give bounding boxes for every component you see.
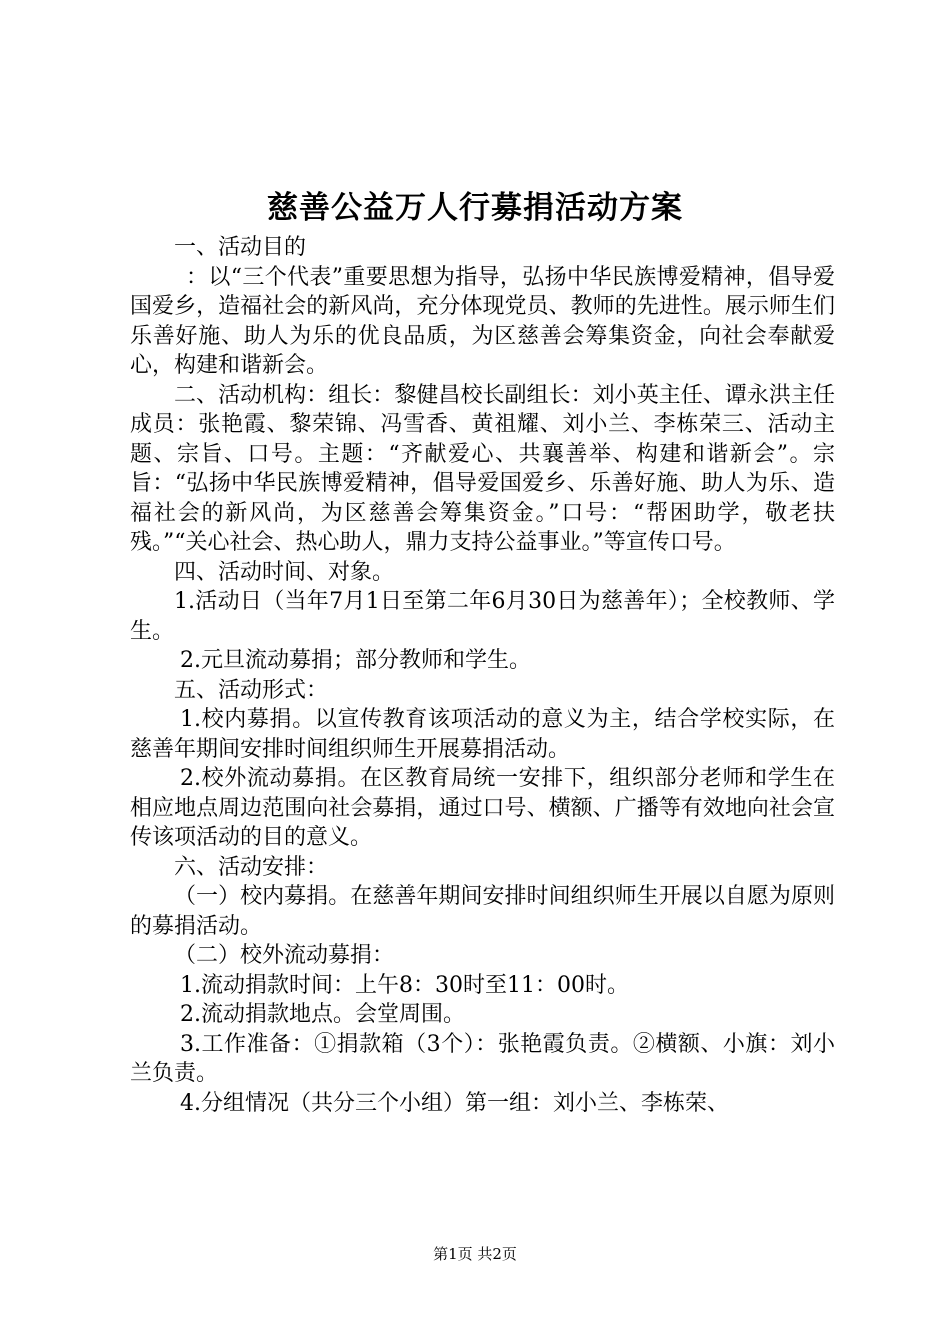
paragraph-section-4-heading: 四、活动时间、对象。 xyxy=(174,559,395,585)
page-footer: 第1页 共2页 xyxy=(433,1245,517,1263)
paragraph-time-2: 2.元旦流动募捐；部分教师和学生。 xyxy=(180,648,531,673)
paragraph-section-6-heading: 六、活动安排： xyxy=(174,854,329,880)
paragraph-section-5-heading: 五、活动形式： xyxy=(174,677,329,703)
paragraph-section-1-heading: 一、活动目的 xyxy=(174,235,307,260)
paragraph-purpose: ：以“三个代表”重要思想为指导，弘扬中华民族博爱精神，倡导爱国爱乡，造福社会的新风尚，充分体现党员、教师的先进性。展示师生们乐善好施、助人为乐的优良品质，为区慈善会筹集资金，向社会奉献爱心，构建和谐新会。 xyxy=(130,264,835,378)
document-title: 慈善公益万人行募捐活动方案 xyxy=(267,190,683,226)
paragraph-arrangement-2: （二）校外流动募捐： xyxy=(174,943,395,968)
paragraph-preparation: 3.工作准备：①捐款箱（3个）：张艳霞负责。②横额、小旗：刘小兰负责。 xyxy=(130,1031,835,1086)
paragraph-donation-time: 1.流动捐款时间：上午8：30时至11：00时。 xyxy=(180,972,629,998)
paragraph-form-2: 2.校外流动募捐。在区教育局统一安排下，组织部分老师和学生在相应地点周边范围向社会募捐，通过口号、横额、广播等有效地向社会宣传该项活动的目的意义。 xyxy=(130,766,835,850)
paragraph-organization: 二、活动机构：组长：黎健昌校长副组长：刘小英主任、谭永洪主任成员：张艳霞、黎荣锦、冯雪香、黄祖耀、刘小兰、李栋荣三、活动主题、宗旨、口号。主题：“齐献爱心、共襄善举、构建和谐新会”。宗旨：“弘扬中华民族博爱精神，倡导爱国爱乡、乐善好施、助人为乐、造福社会的新风尚，为区慈善会筹集资金。”口号：“帮困助学，敬老扶残。”“关心社会、热心助人，鼎力支持公益事业。”等宣传口号。 xyxy=(130,382,835,555)
paragraph-donation-place: 2.流动捐款地点。会堂周围。 xyxy=(180,1002,465,1027)
paragraph-form-1: 1.校内募捐。以宣传教育该项活动的意义为主，结合学校实际，在慈善年期间安排时间组织师生开展募捐活动。 xyxy=(130,707,835,762)
paragraph-time-1: 1.活动日（当年7月1日至第二年6月30日为慈善年）；全校教师、学生。 xyxy=(130,589,835,644)
paragraph-arrangement-1: （一）校内募捐。在慈善年期间安排时间组织师生开展以自愿为原则的募捐活动。 xyxy=(130,884,835,939)
paragraph-grouping: 4.分组情况（共分三个小组）第一组：刘小兰、李栋荣、 xyxy=(180,1090,729,1116)
document-body xyxy=(130,233,835,1118)
